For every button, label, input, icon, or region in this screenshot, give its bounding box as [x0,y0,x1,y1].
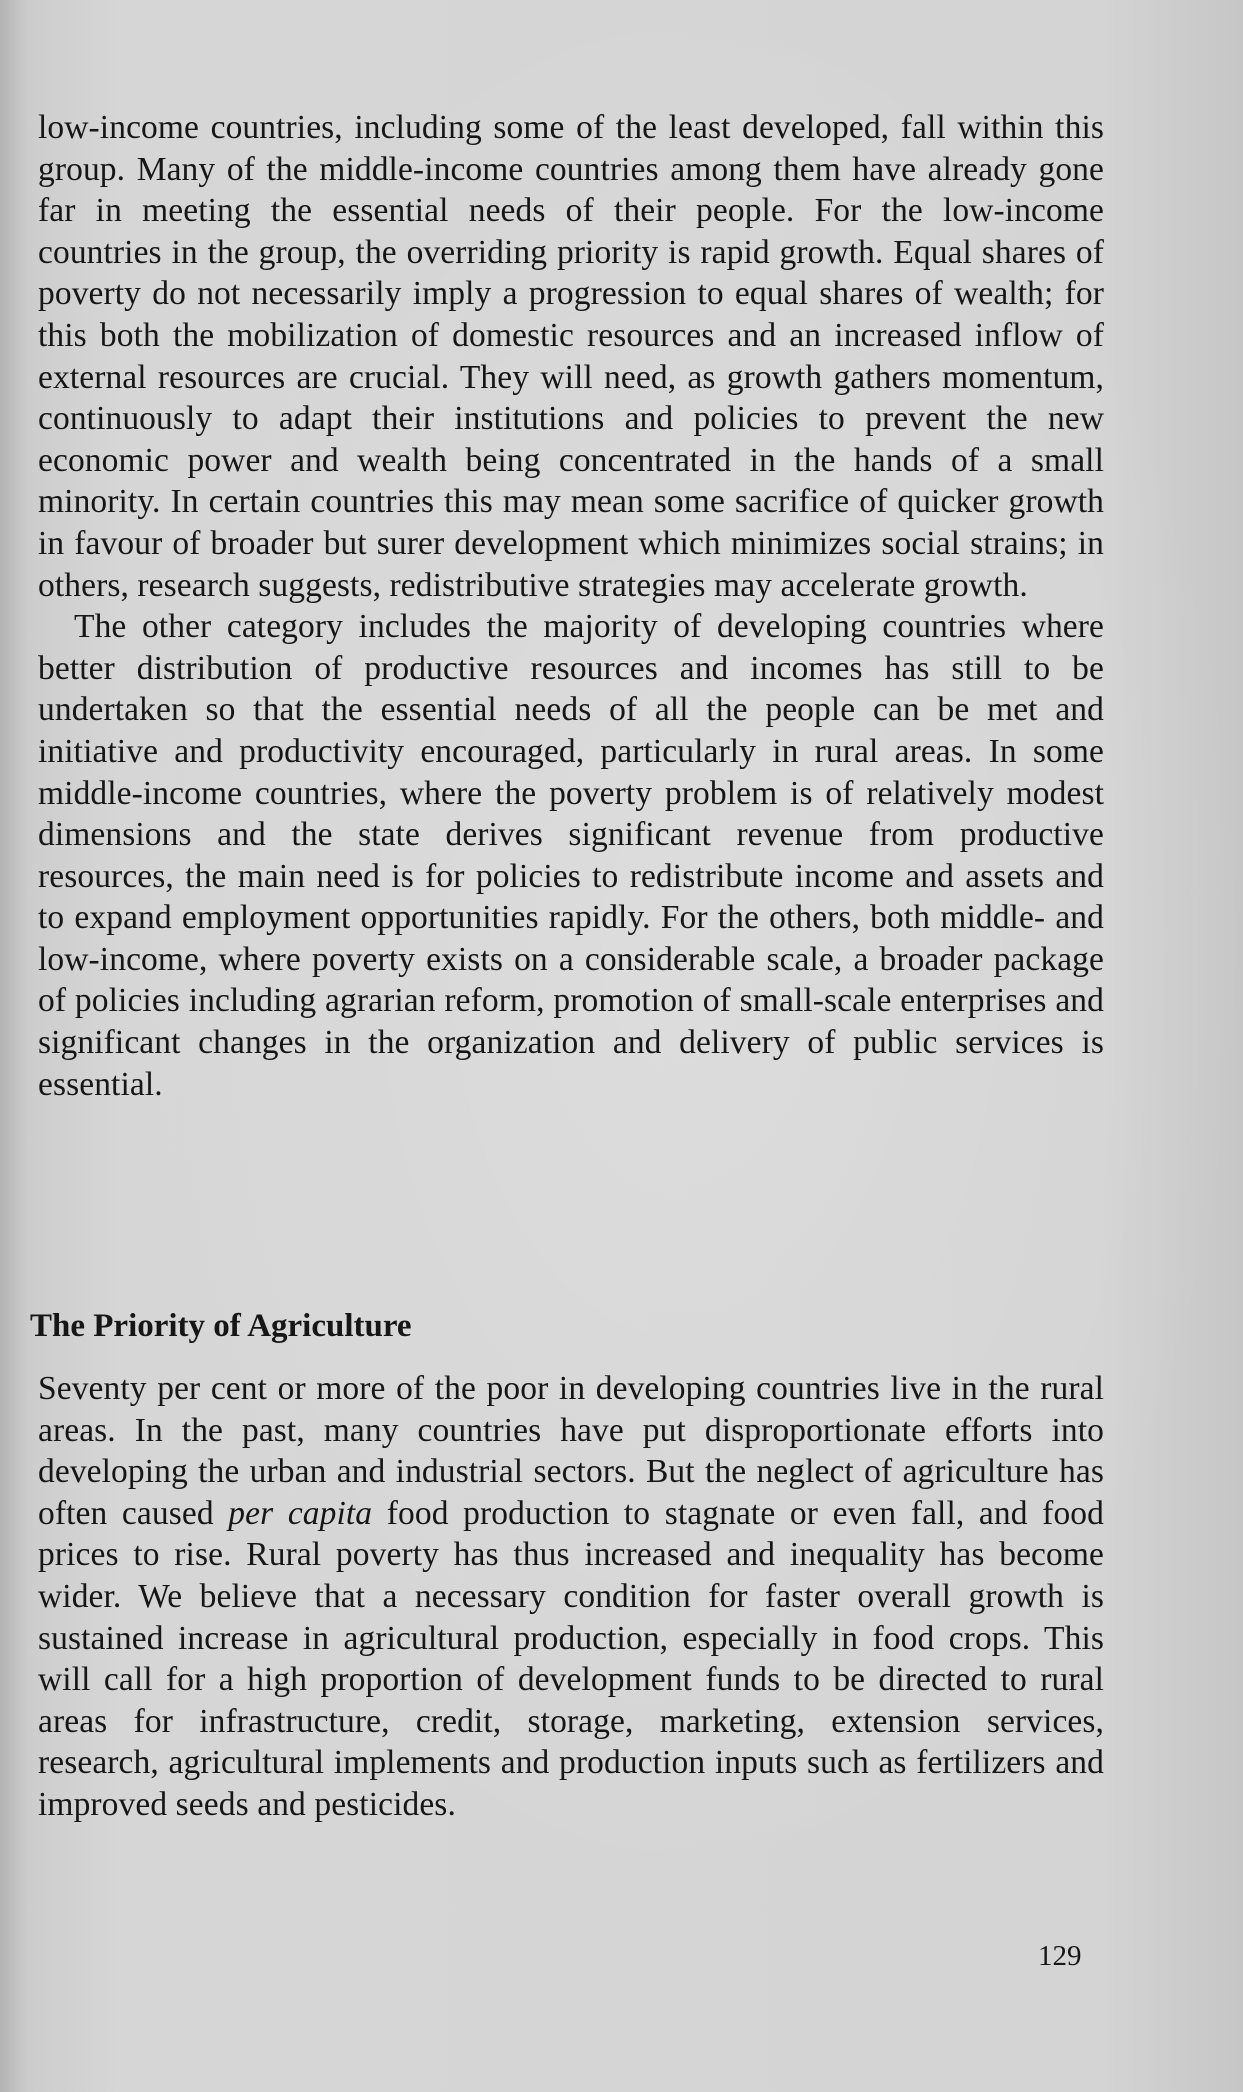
body-text-top [38,107,1104,1105]
paragraph-agriculture-part-1: Seventy per cent or more of the poor in developing countries live in the rural areas. In the past, many countries have put disproportionate efforts into developing the urban and industrial sectors. But the neglect of agriculture has often caused [38,1370,1104,1532]
paragraph-agriculture [38,1368,1104,1826]
paragraph-agriculture-part-2: food production to stagnate or even fall, and food prices to rise. Rural poverty has thus increased and inequality has become wider. We believe that a necessary condition for faster overall growth is sustained increase in agricultural production, especially in food crops. This will call for a high proportion of development funds to be directed to rural areas for infrastructure, credit, storage, marketing, extension services, research, agricultural implements and production inputs such as fertilizers and improved seeds and pesticides. [38,1494,1104,1823]
page-number: 129 [1038,1940,1082,1972]
paragraph-other-category: The other category includes the majority of developing countries where better distribution of productive resources and incomes has still to be undertaken so that the essential needs of all the people can be met and initiative and productivity encouraged, particularly in rural areas. In some middle-income countries, where the poverty problem is of relatively modest dimensions and the state derives significant revenue from productive resources, the main need is for policies to redistribute income and assets and to expand employment opportunities rapidly. For the others, both middle- and low-income, where poverty exists on a considerable scale, a broader package of policies including agrarian reform, promotion of small-scale enterprises and significant changes in the organization and delivery of public services is essential. [38,608,1104,1103]
body-text-bottom [38,1368,1104,1826]
section-heading: The Priority of Agriculture [30,1308,412,1344]
paragraph-continued: low-income countries, including some of the least developed, fall within this group. Many of the middle-income countries among them have already gone far in meeting the essential needs of their people. For the low-income countries in the group, the overriding priority is rapid growth. Equal shares of poverty do not necessarily imply a progression to equal shares of wealth; for this both the mobilization of domestic resources and an increased inflow of external resources are crucial. They will need, as growth gathers momentum, continuously to adapt their institutions and policies to prevent the new economic power and wealth being concentrated in the hands of a small minority. In certain countries this may mean some sacrifice of quicker growth in favour of broader but surer development which minimizes social strains; in others, research suggests, redistributive strategies may accelerate growth. [38,109,1104,604]
italic-per-capita: per capita [228,1494,373,1532]
